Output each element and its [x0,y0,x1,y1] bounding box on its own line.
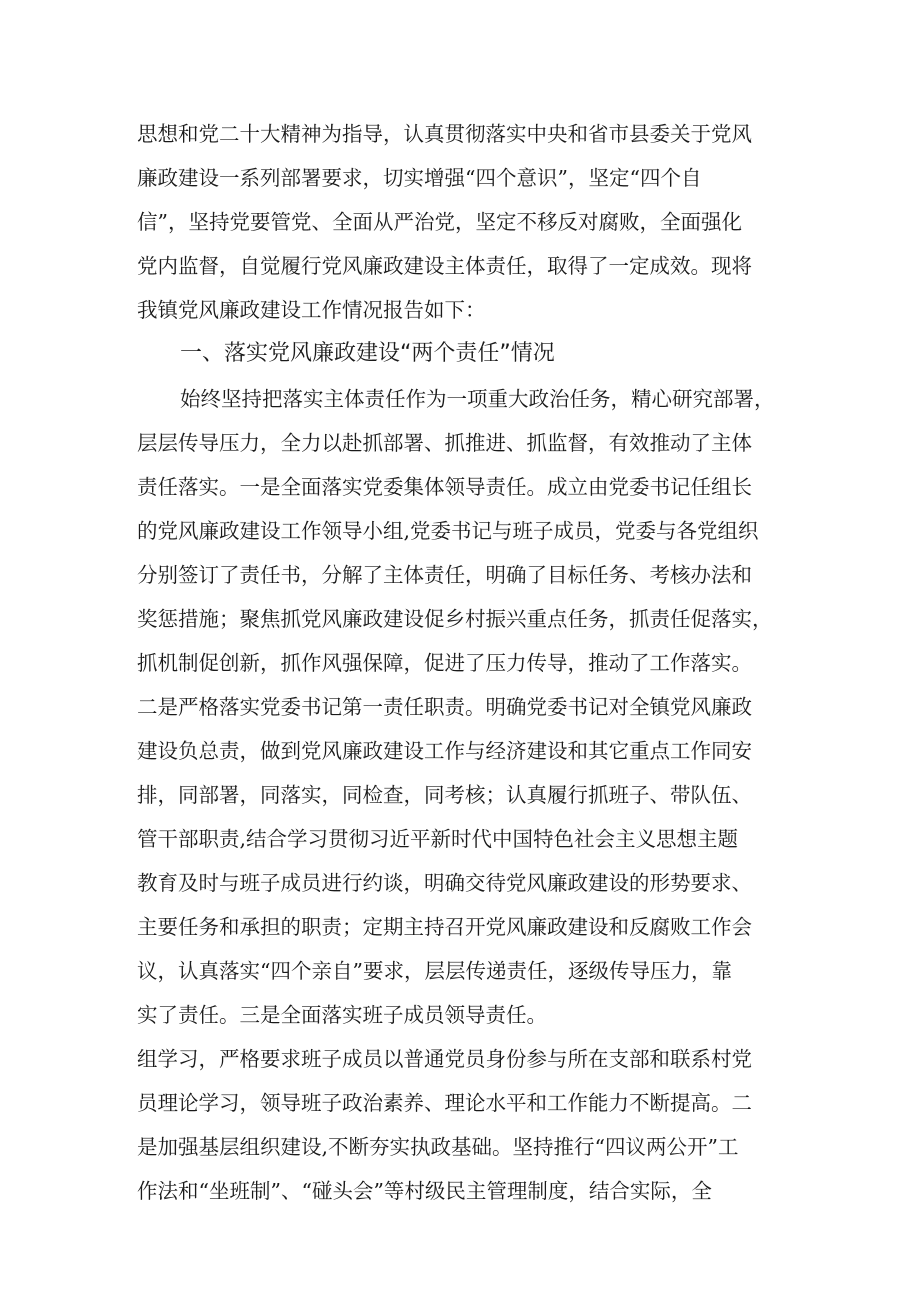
section-heading: 一、落实党风廉政建设“两个责任”情况 [180,341,555,366]
body-line: 是加强基层组织建设,不断夯实执政基础。坚持推行“四议两公开”工 [137,1135,739,1159]
body-line: 员理论学习，领导班子政治素养、理论水平和工作能力不断提高。二 [137,1091,752,1115]
body-line: 管干部职责,结合学习贯彻习近平新时代中国特色社会主义思想主题 [137,827,739,851]
body-line: 抓机制促创新，抓作风强保障，促进了压力传导，推动了工作落实。 [137,651,752,675]
intro-line: 信”，坚持党要管党、全面从严治党，坚定不移反对腐败，全面强化 [137,210,742,234]
intro-line: 党内监督，自觉履行党风廉政建设主体责任，取得了一定成效。现将 [137,254,752,278]
body-line: 教育及时与班子成员进行约谈，明确交待党风廉政建设的形势要求、 [137,871,752,895]
body-line: 责任落实。一是全面落实党委集体领导责任。成立由党委书记任组长 [137,475,752,499]
body-line: 奖惩措施；聚焦抓党风廉政建设促乡村振兴重点任务，抓责任促落实， [137,607,773,631]
body-line: 始终坚持把落实主体责任作为一项重大政治任务，精心研究部署， [180,387,775,411]
body-line: 层层传导压力，全力以赴抓部署、抓推进、抓监督，有效推动了主体 [137,431,752,455]
body-line: 实了责任。三是全面落实班子成员领导责任。 [137,1003,547,1027]
body-line: 分别签订了责任书，分解了主体责任，明确了目标任务、考核办法和 [137,563,752,587]
intro-line: 廉政建设一系列部署要求，切实增强“四个意识”，坚定“四个自 [137,166,702,190]
body-line: 建设负总责，做到党风廉政建设工作与经济建设和其它重点工作同安 [137,739,752,763]
body-line: 作法和“坐班制”、“碰头会”等村级民主管理制度，结合实际，全 [137,1179,712,1203]
body-line: 的党风廉政建设工作领导小组,党委书记与班子成员，党委与各党组织 [137,519,759,543]
body-line: 主要任务和承担的职责；定期主持召开党风廉政建设和反腐败工作会 [137,915,752,939]
body-line: 组学习，严格要求班子成员以普通党员身份参与所在支部和联系村党 [137,1047,752,1071]
intro-line: 我镇党风廉政建设工作情况报告如下： [137,298,486,322]
intro-line: 思想和党二十大精神为指导，认真贯彻落实中央和省市县委关于党风 [137,122,752,146]
body-line: 二是严格落实党委书记第一责任职责。明确党委书记对全镇党风廉政 [137,695,752,719]
body-line: 排，同部署，同落实，同检查，同考核；认真履行抓班子、带队伍、 [137,783,752,807]
body-line: 议，认真落实“四个亲自”要求，层层传递责任，逐级传导压力，靠 [137,959,732,983]
